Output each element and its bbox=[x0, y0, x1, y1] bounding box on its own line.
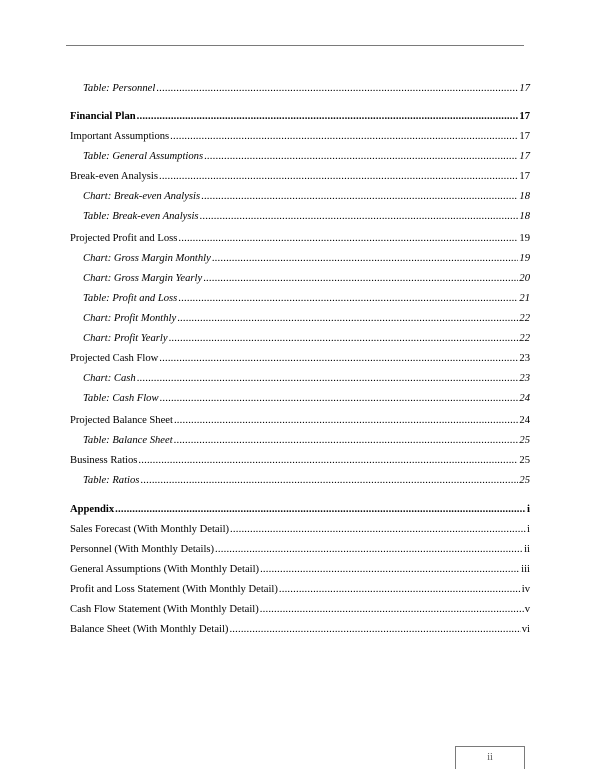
toc-entry[interactable] bbox=[70, 603, 530, 616]
toc-leader-dots bbox=[137, 372, 519, 385]
toc-entry[interactable] bbox=[70, 150, 530, 163]
toc-entry[interactable] bbox=[70, 623, 530, 636]
toc-leader-dots bbox=[169, 332, 519, 345]
toc-leader-dots bbox=[204, 150, 518, 163]
toc-entry-label: Table: General Assumptions bbox=[83, 151, 204, 162]
toc-leader-dots bbox=[174, 434, 519, 447]
toc-entry-page: 18 bbox=[519, 211, 530, 222]
toc-leader-dots bbox=[160, 392, 519, 405]
toc-leader-dots bbox=[137, 110, 519, 123]
toc-entry-label: Projected Cash Flow bbox=[70, 353, 159, 364]
toc-entry-label: Important Assumptions bbox=[70, 131, 170, 142]
toc-entry-label: Table: Profit and Loss bbox=[83, 293, 178, 304]
toc-entry-label: Chart: Break-even Analysis bbox=[83, 191, 201, 202]
toc-leader-dots bbox=[177, 312, 518, 325]
toc-entry-page: 25 bbox=[519, 435, 530, 446]
toc-entry-label: Profit and Loss Statement (With Monthly Detail) bbox=[70, 584, 278, 595]
toc-entry-page: 19 bbox=[519, 253, 530, 264]
toc-entry-page: vi bbox=[521, 624, 530, 635]
toc-entry[interactable] bbox=[70, 332, 530, 345]
toc-entry-page: 23 bbox=[519, 353, 530, 364]
toc-entry[interactable] bbox=[70, 292, 530, 305]
toc-entry[interactable] bbox=[70, 82, 530, 95]
toc-entry[interactable] bbox=[70, 352, 530, 365]
toc-leader-dots bbox=[140, 474, 518, 487]
toc-entry-label: Balance Sheet (With Monthly Detail) bbox=[70, 624, 229, 635]
toc-entry[interactable] bbox=[70, 372, 530, 385]
toc-entry-label: Appendix bbox=[70, 504, 115, 515]
toc-entry-label: Personnel (With Monthly Details) bbox=[70, 544, 215, 555]
toc-leader-dots bbox=[159, 352, 518, 365]
toc-leader-dots bbox=[156, 82, 518, 95]
toc-entry[interactable] bbox=[70, 523, 530, 536]
toc-entry-page: 20 bbox=[519, 273, 530, 284]
toc-entry-page: 17 bbox=[519, 151, 530, 162]
toc-entry[interactable] bbox=[70, 110, 530, 123]
toc-entry[interactable] bbox=[70, 190, 530, 203]
toc-entry[interactable] bbox=[70, 434, 530, 447]
toc-entry[interactable] bbox=[70, 503, 530, 516]
toc-entry-page: 17 bbox=[519, 111, 530, 122]
toc-entry-page: 19 bbox=[519, 233, 530, 244]
toc-entry[interactable] bbox=[70, 454, 530, 467]
toc-leader-dots bbox=[260, 603, 524, 616]
toc-entry-label: Chart: Gross Margin Monthly bbox=[83, 253, 211, 264]
toc-leader-dots bbox=[178, 232, 518, 245]
toc-entry[interactable] bbox=[70, 210, 530, 223]
toc-entry-page: 24 bbox=[519, 415, 530, 426]
toc-leader-dots bbox=[201, 190, 518, 203]
toc-leader-dots bbox=[138, 454, 518, 467]
toc-entry-page: i bbox=[527, 524, 530, 535]
toc-entry-page: 17 bbox=[519, 171, 530, 182]
toc-entry-label: Chart: Gross Margin Yearly bbox=[83, 273, 203, 284]
toc-leader-dots bbox=[200, 210, 519, 223]
toc-entry-page: iv bbox=[521, 584, 530, 595]
toc-entry-label: Cash Flow Statement (With Monthly Detail) bbox=[70, 604, 259, 615]
toc-leader-dots bbox=[279, 583, 521, 596]
toc-leader-dots bbox=[170, 130, 518, 143]
toc-entry-label: Business Ratios bbox=[70, 455, 138, 466]
toc-entry-page: 22 bbox=[519, 333, 530, 344]
toc-entry-page: 18 bbox=[519, 191, 530, 202]
toc-entry-label: Chart: Profit Yearly bbox=[83, 333, 168, 344]
toc-entry-page: 17 bbox=[519, 83, 530, 94]
toc-entry-page: 22 bbox=[519, 313, 530, 324]
toc-entry-page: i bbox=[527, 504, 530, 515]
toc-entry-label: Table: Cash Flow bbox=[83, 393, 159, 404]
toc-entry-label: Chart: Profit Monthly bbox=[83, 313, 177, 324]
toc-entry-page: 23 bbox=[519, 373, 530, 384]
toc-entry-page: 25 bbox=[519, 455, 530, 466]
toc-entry[interactable] bbox=[70, 543, 530, 556]
toc-leader-dots bbox=[178, 292, 518, 305]
toc-entry-label: Break-even Analysis bbox=[70, 171, 158, 182]
toc-entry-label: Table: Personnel bbox=[83, 83, 156, 94]
toc-entry-label: Table: Break-even Analysis bbox=[83, 211, 199, 222]
toc-entry-label: Financial Plan bbox=[70, 111, 136, 122]
toc-leader-dots bbox=[159, 170, 518, 183]
toc-leader-dots bbox=[115, 503, 526, 516]
toc-entry-page: v bbox=[524, 604, 530, 615]
toc-entry[interactable] bbox=[70, 312, 530, 325]
toc-entry-label: Sales Forecast (With Monthly Detail) bbox=[70, 524, 230, 535]
toc-entry[interactable] bbox=[70, 392, 530, 405]
toc-entry-page: ii bbox=[524, 544, 530, 555]
toc-leader-dots bbox=[215, 543, 523, 556]
page-number-box bbox=[455, 746, 525, 769]
toc-entry-label: Table: Ratios bbox=[83, 475, 140, 486]
toc-entry[interactable] bbox=[70, 474, 530, 487]
header-rule bbox=[66, 45, 524, 46]
toc-entry[interactable] bbox=[70, 130, 530, 143]
toc-entry-label: Table: Balance Sheet bbox=[83, 435, 173, 446]
toc-entry[interactable] bbox=[70, 252, 530, 265]
toc-leader-dots bbox=[229, 623, 520, 636]
toc-entry[interactable] bbox=[70, 170, 530, 183]
toc-entry[interactable] bbox=[70, 272, 530, 285]
toc-entry-page: 21 bbox=[519, 293, 530, 304]
toc-leader-dots bbox=[230, 523, 526, 536]
toc-entry-label: General Assumptions (With Monthly Detail) bbox=[70, 564, 260, 575]
toc-entry[interactable] bbox=[70, 232, 530, 245]
toc-entry-page: 17 bbox=[519, 131, 530, 142]
toc-leader-dots bbox=[203, 272, 518, 285]
toc-entry[interactable] bbox=[70, 414, 530, 427]
toc-entry-label: Projected Balance Sheet bbox=[70, 415, 173, 426]
toc-entry-label: Chart: Cash bbox=[83, 373, 136, 384]
toc-entry[interactable] bbox=[70, 583, 530, 596]
toc-leader-dots bbox=[260, 563, 520, 576]
toc-entry-page: 24 bbox=[519, 393, 530, 404]
toc-entry-label: Projected Profit and Loss bbox=[70, 233, 178, 244]
toc-entry-page: iii bbox=[521, 564, 530, 575]
toc-leader-dots bbox=[212, 252, 519, 265]
page-number: ii bbox=[487, 752, 493, 763]
toc-entry[interactable] bbox=[70, 563, 530, 576]
toc-leader-dots bbox=[174, 414, 518, 427]
toc-entry-page: 25 bbox=[519, 475, 530, 486]
